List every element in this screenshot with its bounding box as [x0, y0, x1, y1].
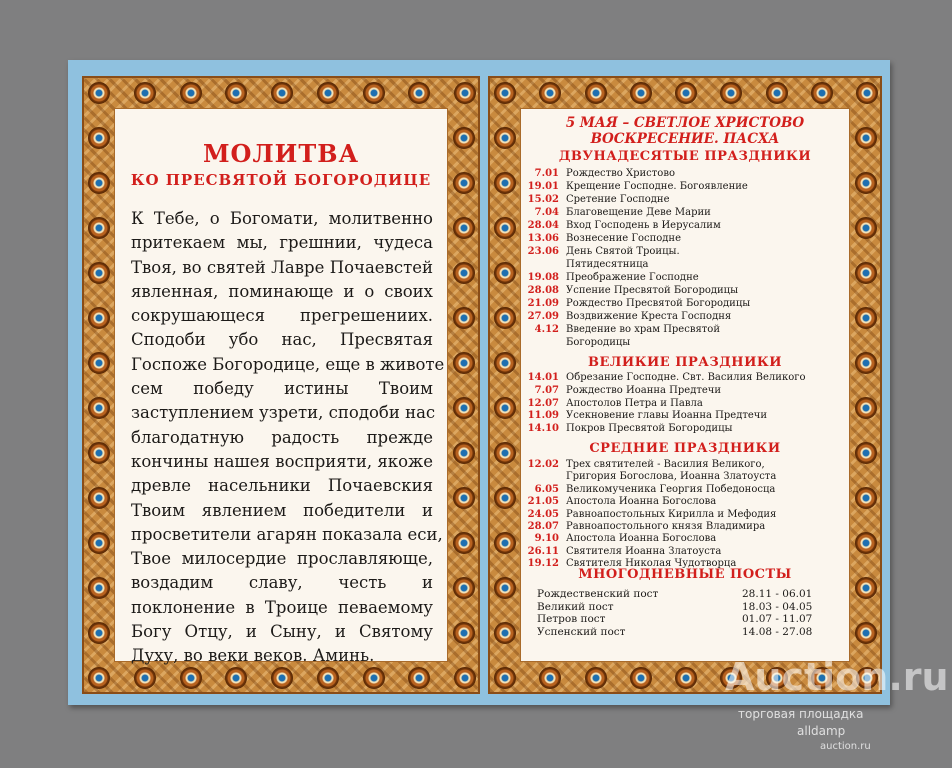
feast-name: Богородицы	[566, 337, 631, 348]
rosette-ornament	[453, 352, 475, 374]
rosette-ornament	[630, 667, 652, 689]
feast-name: Вход Господень в Иерусалим	[566, 220, 721, 231]
feast-row	[527, 423, 845, 436]
feast-name: Григория Богослова, Иоанна Златоуста	[566, 471, 777, 483]
rosette-ornament	[453, 262, 475, 284]
rosette-ornament	[453, 622, 475, 644]
feast-row	[527, 372, 845, 385]
feast-date: 7.01	[534, 168, 559, 179]
rosette-ornament	[408, 667, 430, 689]
rosette-ornament	[453, 532, 475, 554]
feast-name: Трех святителей - Василия Великого,	[566, 459, 765, 470]
prayer-line: воздадим славу, честь и	[131, 573, 433, 593]
feast-name: Великомученика Георгия Победоносца	[566, 483, 776, 495]
right-ornament-frame	[488, 76, 882, 694]
feast-date: 28.07	[527, 521, 559, 532]
feast-row	[527, 298, 845, 311]
rosette-ornament	[88, 262, 110, 284]
rosette-ornament	[494, 397, 516, 419]
feast-row	[527, 385, 845, 398]
rosette-ornament	[720, 82, 742, 104]
prayer-text-area	[114, 108, 448, 666]
prayer-card	[68, 60, 890, 705]
rosette-ornament	[855, 577, 877, 599]
rosette-ornament	[494, 352, 516, 374]
prayer-line: Твоим явлением победители и	[131, 500, 433, 520]
feast-row	[527, 324, 845, 337]
feast-name: Святителя Иоанна Златоуста	[566, 545, 722, 557]
feast-date: 4.12	[534, 324, 559, 335]
feast-date	[527, 471, 559, 484]
prayer-line: поклонение в Троице певаемому	[131, 597, 433, 617]
feast-date: 6.05	[534, 483, 559, 495]
rosette-ornament	[494, 217, 516, 239]
feast-date: 26.11	[527, 545, 559, 557]
rosette-ornament	[134, 82, 156, 104]
rosette-ornament	[88, 397, 110, 419]
feast-row	[527, 484, 845, 497]
rosette-ornament	[453, 172, 475, 194]
rosette-ornament	[585, 82, 607, 104]
feast-name: Пятидесятница	[566, 259, 649, 270]
rosette-ornament	[855, 307, 877, 329]
prayer-line: Твоя, во святей Лавре Почаевстей	[131, 257, 433, 277]
rosette-ornament	[855, 487, 877, 509]
feast-date: 24.05	[527, 508, 559, 520]
prayer-line: притекаем мы, грешнии, чудеса	[131, 233, 433, 253]
feast-row	[527, 410, 845, 423]
feast-row	[527, 471, 845, 484]
feast-row	[527, 181, 845, 194]
watermark-tagline: торговая площадка	[738, 707, 864, 721]
rosette-ornament	[855, 532, 877, 554]
rosette-ornament	[494, 442, 516, 464]
rosette-ornament	[494, 262, 516, 284]
feast-date: 11.09	[527, 410, 559, 422]
feast-name: Святителя Николая Чудотворца	[566, 558, 737, 570]
feast-row	[527, 509, 845, 522]
rosette-ornament	[855, 262, 877, 284]
feast-date: 13.06	[527, 233, 559, 244]
prayer-line: сокрушающеся прегрешениих.	[131, 306, 433, 326]
feast-row	[527, 259, 845, 272]
rosette-ornament	[453, 577, 475, 599]
feast-date	[527, 259, 559, 272]
feast-date: 28.04	[527, 220, 559, 231]
prayer-line: Сподоби убо нас, Пресвятая	[131, 330, 433, 350]
feast-date: 23.06	[527, 246, 559, 257]
rosette-ornament	[88, 172, 110, 194]
rosette-ornament	[454, 667, 476, 689]
feast-name: Рождество Иоанна Предтечи	[566, 384, 722, 396]
prayer-line: Богу Отцу, и Сыну, и Святому	[131, 622, 433, 642]
feast-name: Воздвижение Креста Господня	[566, 311, 732, 322]
rosette-ornament	[453, 442, 475, 464]
fast-name: Петров пост	[537, 613, 606, 625]
rosette-ornament	[494, 127, 516, 149]
rosette-ornament	[856, 82, 878, 104]
rosette-ornament	[855, 127, 877, 149]
feast-name: Крещение Господне. Богоявление	[566, 181, 748, 192]
prayer-line: древле насельники Почаевския	[131, 476, 433, 496]
feast-row	[527, 546, 845, 559]
rosette-ornament	[454, 82, 476, 104]
feast-name: Вознесение Господне	[566, 233, 682, 244]
rosette-ornament	[88, 307, 110, 329]
rosette-ornament	[134, 667, 156, 689]
feast-row	[527, 459, 845, 472]
feast-date: 28.08	[527, 285, 559, 296]
feast-name: Обрезание Господне. Свт. Василия Великого	[566, 372, 806, 383]
rosette-ornament	[539, 667, 561, 689]
rosette-ornament	[225, 82, 247, 104]
rosette-ornament	[453, 487, 475, 509]
prayer-line: благодатную радость прежде	[131, 427, 433, 447]
rosette-ornament	[271, 667, 293, 689]
feast-row	[527, 272, 845, 285]
rosette-ornament	[494, 307, 516, 329]
rosette-ornament	[453, 217, 475, 239]
rosette-ornament	[317, 667, 339, 689]
feast-name: Апостола Иоанна Богослова	[566, 533, 717, 545]
rosette-ornament	[88, 442, 110, 464]
rosette-ornament	[453, 307, 475, 329]
feast-row	[527, 233, 845, 246]
rosette-ornament	[88, 622, 110, 644]
rosette-ornament	[271, 82, 293, 104]
fasts-title: МНОГОДНЕВНЫЕ ПОСТЫ	[578, 567, 792, 582]
rosette-ornament	[811, 82, 833, 104]
twelve-feasts-title: ДВУНАДЕСЯТЫЕ ПРАЗДНИКИ	[558, 149, 812, 164]
feast-row	[527, 311, 845, 324]
rosette-ornament	[363, 82, 385, 104]
rosette-ornament	[855, 217, 877, 239]
feast-name: Рождество Пресвятой Богородицы	[566, 298, 751, 309]
fast-row	[537, 626, 843, 638]
feast-row	[527, 398, 845, 411]
watermark-site: Auction.ru	[725, 655, 949, 699]
rosette-ornament	[88, 352, 110, 374]
feast-row	[527, 533, 845, 546]
feast-date: 21.09	[527, 298, 559, 309]
feast-row	[527, 521, 845, 534]
prayer-line: К Тебе, о Богомати, молитвенно	[131, 209, 433, 228]
rosette-ornament	[855, 397, 877, 419]
easter-line-2: ВОСКРЕСЕНИЕ. ПАСХА	[590, 131, 780, 147]
fast-dates: 28.11 - 06.01	[742, 588, 813, 600]
rosette-ornament	[855, 622, 877, 644]
feast-name: Апостолов Петра и Павла	[566, 397, 703, 409]
rosette-ornament	[180, 82, 202, 104]
prayer-line: заступлением узрети, сподоби нас	[131, 403, 436, 423]
rosette-ornament	[453, 397, 475, 419]
rosette-ornament	[494, 172, 516, 194]
feast-name: Сретение Господне	[566, 194, 670, 205]
middle-feasts-title: СРЕДНИЕ ПРАЗДНИКИ	[589, 441, 781, 456]
feast-date: 19.08	[527, 272, 559, 283]
feast-date	[527, 337, 559, 350]
feast-row	[527, 168, 845, 181]
feast-name: Благовещение Деве Марии	[566, 207, 711, 218]
feast-row	[527, 246, 845, 259]
feast-date: 7.07	[534, 384, 559, 396]
prayer-line: сем победу истины Твоим	[131, 379, 433, 399]
rosette-ornament	[494, 667, 516, 689]
feast-row	[527, 285, 845, 298]
prayer-line: Духу, во веки веков. Аминь.	[131, 646, 375, 666]
rosette-ornament	[494, 532, 516, 554]
feast-date: 14.01	[527, 372, 559, 383]
feast-date: 12.07	[527, 397, 559, 409]
feast-date: 14.10	[527, 423, 559, 435]
rosette-ornament	[855, 442, 877, 464]
fast-row	[537, 601, 843, 613]
feast-date: 19.12	[527, 558, 559, 570]
great-feasts-title: ВЕЛИКИЕ ПРАЗДНИКИ	[588, 355, 782, 370]
fast-row	[537, 613, 843, 625]
feast-name: Усекновение главы Иоанна Предтечи	[566, 410, 768, 422]
rosette-ornament	[408, 82, 430, 104]
prayer-line: явленная, поминающе и о своих	[131, 281, 433, 301]
feast-name: Рождество Христово	[566, 168, 675, 179]
feast-name: Преображение Господне	[566, 272, 699, 283]
prayer-line: Госпоже Богородице, еще в животе	[131, 354, 445, 374]
feast-row	[527, 337, 845, 350]
rosette-ornament	[180, 667, 202, 689]
rosette-ornament	[88, 487, 110, 509]
rosette-ornament	[494, 487, 516, 509]
feast-row	[527, 194, 845, 207]
feast-date: 19.01	[527, 181, 559, 192]
feast-row	[527, 220, 845, 233]
rosette-ornament	[675, 667, 697, 689]
feast-row	[527, 207, 845, 220]
feast-date: 21.05	[527, 496, 559, 508]
feast-name: Равноапостольных Кирилла и Мефодия	[566, 508, 777, 520]
feast-name: Введение во храм Пресвятой	[566, 324, 720, 335]
watermark-domain: auction.ru	[820, 741, 871, 752]
prayer-line: Твое милосердие прославляюще,	[131, 549, 433, 569]
feast-row	[527, 496, 845, 509]
feast-row	[527, 558, 845, 571]
church-calendar	[520, 108, 850, 662]
prayer-subtitle: КО ПРЕСВЯТОЙ БОГОРОДИЦЕ	[130, 171, 432, 189]
rosette-ornament	[855, 172, 877, 194]
rosette-ornament	[494, 577, 516, 599]
prayer-line: просветители агарян показала еси,	[131, 524, 443, 544]
rosette-ornament	[317, 82, 339, 104]
fast-name: Успенский пост	[537, 625, 626, 638]
rosette-ornament	[88, 217, 110, 239]
rosette-ornament	[585, 667, 607, 689]
fast-dates: 01.07 - 11.07	[742, 613, 813, 625]
rosette-ornament	[494, 622, 516, 644]
rosette-ornament	[225, 667, 247, 689]
feast-name: Апостола Иоанна Богослова	[566, 496, 717, 508]
feast-date: 27.09	[527, 311, 559, 322]
feast-name: День Святой Троицы.	[566, 246, 680, 257]
fast-name: Рождественский пост	[537, 588, 659, 600]
rosette-ornament	[855, 352, 877, 374]
rosette-ornament	[630, 82, 652, 104]
watermark-user: alldamp	[797, 724, 846, 738]
fast-dates: 18.03 - 04.05	[742, 600, 813, 613]
prayer-title: МОЛИТВА	[202, 139, 360, 168]
rosette-ornament	[766, 82, 788, 104]
rosette-ornament	[88, 532, 110, 554]
feast-name: Равноапостольного князя Владимира	[566, 521, 766, 532]
feast-name: Успение Пресвятой Богородицы	[566, 285, 739, 296]
rosette-ornament	[494, 82, 516, 104]
rosette-ornament	[88, 127, 110, 149]
rosette-ornament	[453, 127, 475, 149]
feast-date: 12.02	[527, 459, 559, 470]
prayer-body	[131, 207, 445, 669]
rosette-ornament	[88, 82, 110, 104]
fast-dates: 14.08 - 27.08	[742, 625, 813, 638]
rosette-ornament	[675, 82, 697, 104]
fast-row	[537, 588, 843, 600]
rosette-ornament	[88, 667, 110, 689]
feast-date: 9.10	[534, 533, 559, 545]
rosette-ornament	[88, 577, 110, 599]
easter-line-1: 5 МАЯ – СВЕТЛОЕ ХРИСТОВО	[565, 115, 805, 131]
prayer-line: кончины нашея восприяти, якоже	[131, 451, 433, 471]
feast-date: 7.04	[534, 207, 559, 218]
feast-date: 15.02	[527, 194, 559, 205]
rosette-ornament	[363, 667, 385, 689]
left-ornament-frame	[82, 76, 480, 694]
rosette-ornament	[539, 82, 561, 104]
fast-name: Великий пост	[537, 600, 614, 613]
feast-name: Покров Пресвятой Богородицы	[566, 423, 733, 435]
